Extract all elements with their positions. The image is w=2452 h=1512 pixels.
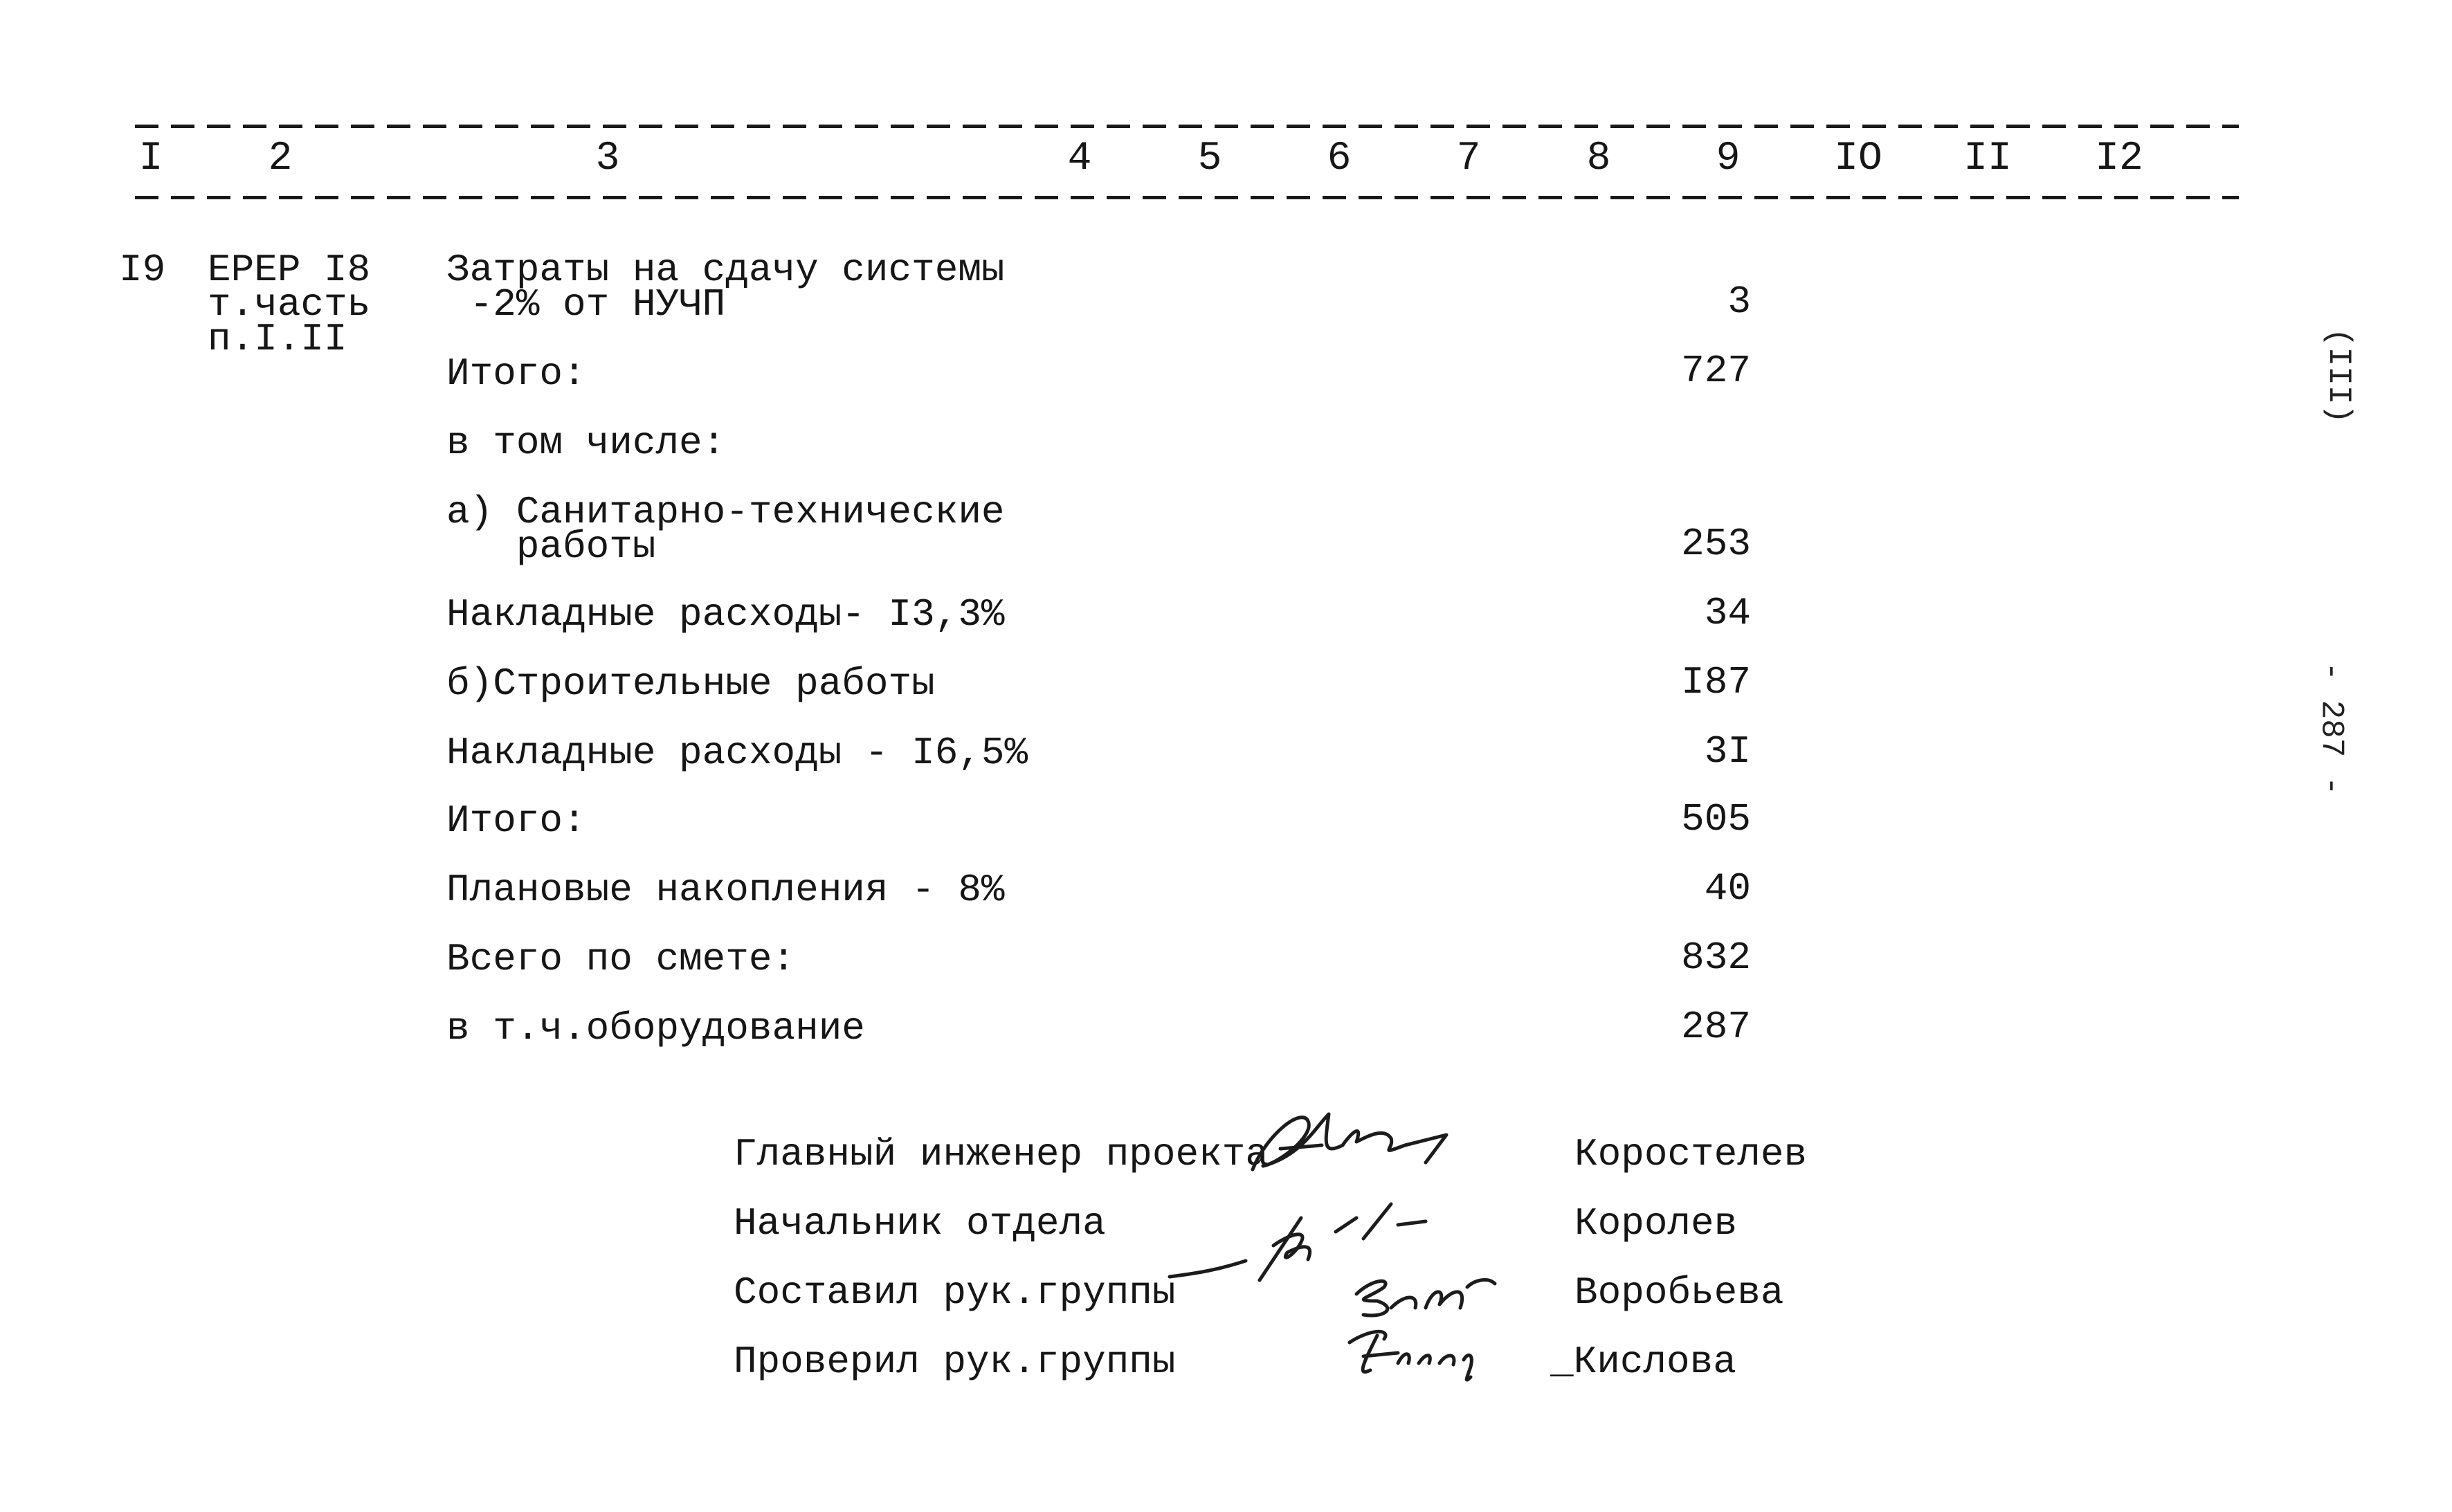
item-value: I87: [1681, 660, 1751, 704]
item-value: 34: [1704, 591, 1751, 635]
column-header-4: 4: [1067, 136, 1092, 181]
item-value: 832: [1681, 936, 1751, 980]
signature-name: Королев: [1574, 1201, 1738, 1246]
row-ref-line-2: т.часть: [208, 282, 371, 327]
signature-2: [1170, 1204, 1426, 1280]
column-header-12: I2: [2095, 136, 2143, 181]
item-value: 3: [1727, 280, 1751, 324]
page-number: - 287 -: [2313, 662, 2350, 796]
signature-1: [1253, 1114, 1446, 1169]
signature-role: Начальник отдела: [734, 1201, 1106, 1246]
signature-3: [1356, 1280, 1495, 1315]
header-top-rule: [135, 125, 2239, 128]
column-header-1: I: [138, 136, 163, 181]
margin-mark-top: (III): [2321, 327, 2357, 424]
item-text: а) Санитарно-технические: [446, 490, 1005, 534]
column-header-8: 8: [1586, 136, 1611, 181]
item-text: работы: [446, 525, 656, 569]
signature-role: Составил рук.группы: [734, 1270, 1176, 1315]
column-header-2: 2: [268, 136, 293, 181]
item-value: 287: [1681, 1005, 1751, 1049]
item-text: б)Строительные работы: [446, 662, 935, 706]
handwritten-signatures: [1142, 1080, 1592, 1426]
signature-name: Коростелев: [1574, 1132, 1808, 1176]
item-text: Всего по смете:: [446, 937, 796, 981]
item-text: Итого:: [446, 799, 586, 843]
signature-role: Проверил рук.группы: [734, 1340, 1176, 1384]
row-ref-line-1: ЕРЕР I8: [208, 248, 371, 292]
item-text: Итого:: [446, 352, 586, 396]
column-header-7: 7: [1456, 136, 1481, 181]
column-header-6: 6: [1327, 136, 1352, 181]
item-text: Накладные расходы - I6,5%: [446, 731, 1028, 775]
item-value: 505: [1681, 797, 1751, 841]
signature-4: [1350, 1331, 1471, 1380]
column-header-11: II: [1963, 136, 2012, 181]
column-header-10: IO: [1834, 136, 1882, 181]
item-text: -2% от НУЧП: [446, 282, 726, 327]
item-text: в том числе:: [446, 421, 726, 465]
item-value: 3I: [1704, 729, 1751, 774]
row-ref-line-3: п.I.II: [208, 317, 347, 361]
item-text: Плановые накопления - 8%: [446, 868, 1005, 912]
signature-role: Главный инженер проекта: [734, 1132, 1269, 1176]
item-text: Затраты на сдачу системы: [446, 248, 1005, 292]
signature-name: Воробьева: [1574, 1270, 1784, 1315]
column-header-3: 3: [595, 136, 620, 181]
item-value: 40: [1704, 866, 1751, 911]
item-value: 727: [1681, 349, 1751, 393]
item-text: Накладные расходы- I3,3%: [446, 592, 1005, 637]
signature-name: _Кислова: [1550, 1340, 1736, 1384]
item-value: 253: [1681, 522, 1751, 566]
item-text: в т.ч.оборудование: [446, 1006, 865, 1050]
column-header-5: 5: [1197, 136, 1222, 181]
column-header-9: 9: [1716, 136, 1741, 181]
header-bottom-rule: [135, 196, 2239, 199]
row-number: I9: [119, 248, 166, 292]
